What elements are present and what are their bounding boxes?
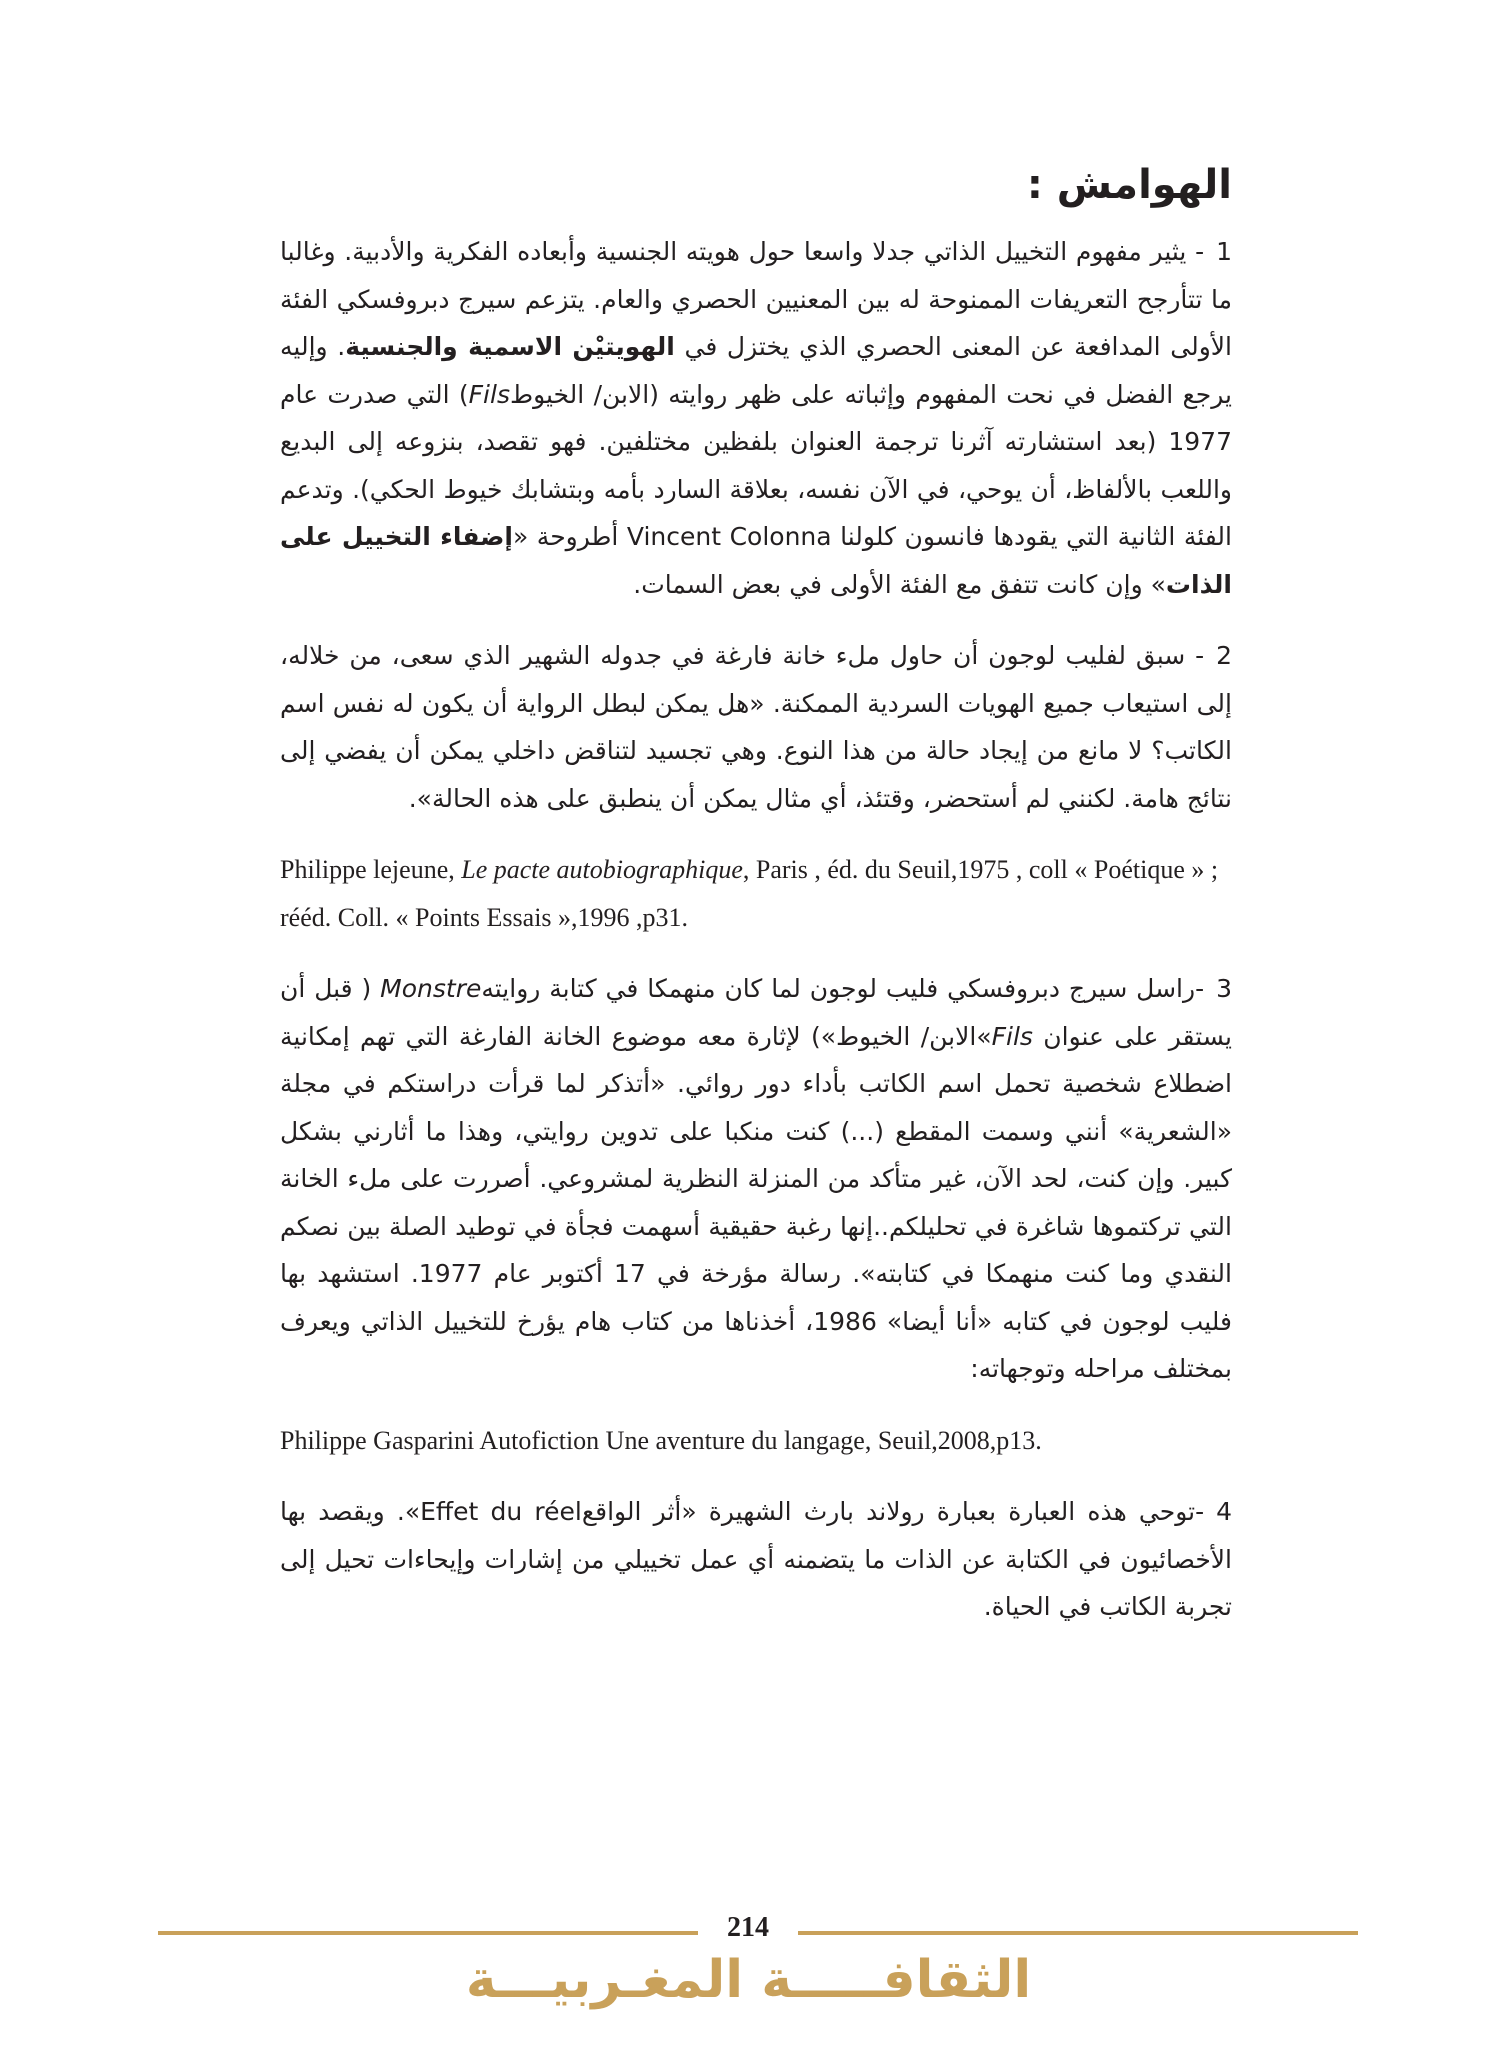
footnote-text: -راسل سيرج دبروفسكي فليب لوجون لما كان منهمكا في كتابة روايته [481, 974, 1205, 1003]
footnote-text: . وإليه يرجع الفضل في نحت المفهوم وإثباته على ظهر روايته (الابن/ الخيوط [280, 332, 1233, 409]
footnote-text: »الابن/ الخيوط») لإثارة معه موضوع الخانة الفارغة التي تهم إمكانية اضطلاع شخصية تحمل اسم الكاتب بأداء دور روائي. «أتذكر لما قرأت دراستكم في مجلة «الشعرية» أنني وسمت المقطع (...) كنت منكبا على تدوين روايتي، وهذا ما أثارني بشكل كبير. وإن كنت، لحد الآن، غير متأكد من المنزلة النظرية لمشروعي. أصررت على ملء الخانة التي تركتموها شاغرة في تحليلكم..إنها رغبة حقيقية أسهمت فجأة في توطيد الصلة بين نصكم النقدي وما كنت منهمكا في كتابته». رسالة مؤرخة في 17 أكتوبر عام 1977. استشهد بها فليب لوجون في كتابه «أنا أيضا» 1986، أخذناها من كتاب هام يؤرخ للتخييل الذاتي ويعرف بمختلف مراحله وتوجهاته: [280, 1021, 1232, 1383]
footnote-text: -توحي هذه العبارة بعبارة رولاند بارث الشهيرة «أثر الواقعEffet du réel». ويقصد بها الأخصائيون في الكتابة عن الذات ما يتضمنه أي عمل تخييلي من إشارات وإيحاءات تحيل إلى تجربة الكاتب في الحياة. [280, 1497, 1232, 1621]
footnote-1 [280, 228, 1232, 608]
footnote-text: - يثير مفهوم التخييل الذاتي جدلا واسعا حول هويته الجنسية وأبعاده الفكرية والأدبية. وغالبا ما تتأرجح التعريفات الممنوحة له بين المعنيين الحصري والعام. يتزعم سيرج دبروفسكي الفئة الأولى المدافعة عن المعنى الحصري الذي يختزل في [280, 237, 1233, 361]
footnote-4 [280, 1488, 1232, 1631]
footnote-italic-text: Fils [468, 379, 510, 409]
footnote-text: - سبق لفليب لوجون أن حاول ملء خانة فارغة في جدوله الشهير الذي سعى، من خلاله، إلى استيعاب جميع الهويات السردية الممكنة. «هل يمكن لبطل الرواية أن يكون له نفس اسم الكاتب؟ لا مانع من إيجاد حالة من هذا النوع. وهي تجسيد لتناقض داخلي يمكن أن يفضي إلى نتائج هامة. لكنني لم أستحضر، وقتئذ، أي مثال يمكن أن ينطبق على هذه الحالة». [280, 641, 1232, 813]
reference-text: Philippe lejeune, [280, 855, 462, 884]
footer-rule-left [158, 1931, 698, 1935]
footnote-text: » وإن كانت تتفق مع الفئة الأولى في بعض السمات. [633, 569, 1166, 599]
footnote-number: 3 [1216, 974, 1233, 1003]
footnote-number: 1 [1216, 237, 1232, 266]
reference-text: , Paris , éd. du Seuil,1975 , coll « Poétique » ; rééd. Coll. « Points Essais »,1996 ,p31. [280, 855, 1219, 932]
page-heading: الهوامش : [1026, 162, 1232, 208]
footnote-text: ) التي صدرت عام 1977 (بعد استشارته آثرنا ترجمة العنوان بلفظين مختلفين. فهو تقصد، بنزوعه إلى البديع واللعب بالألفاظ، أن يوحي، في الآن نفسه، بعلاقة السارد بأمه وبتشابك خيوط الحكي). وتدعم الفئة الثانية التي يقودها فانسون كلولنا Vincent Colonna أطروحة « [280, 379, 1232, 551]
footnote-3 [280, 965, 1232, 1393]
reference-gasparini: Philippe Gasparini Autofiction Une aventure du langage, Seuil,2008,p13. [280, 1425, 1042, 1455]
footer-rule-right [798, 1931, 1358, 1935]
notes-section [280, 228, 1232, 1655]
journal-title: الثقافـــــة المغـربيـــة [465, 1950, 1032, 2010]
page-number: 214 [727, 1912, 769, 1943]
footnote-number: 4 [1216, 1497, 1233, 1526]
footnote-text: ( قبل أن يستقر على عنوان [280, 974, 1232, 1051]
footnote-bold-text: إضفاء التخييل على الذات [280, 522, 1232, 599]
footnote-italic-text: Fils [991, 1021, 1033, 1051]
reference-lejeune [280, 846, 1232, 941]
footnote-number: 2 [1216, 641, 1232, 670]
footnote-italic-text: Monstre [380, 974, 482, 1003]
footnote-2 [280, 632, 1232, 822]
footnote-bold-text: الهويتيْن الاسمية والجنسية [345, 332, 675, 361]
reference-title: Le pacte autobiographique [461, 855, 743, 884]
